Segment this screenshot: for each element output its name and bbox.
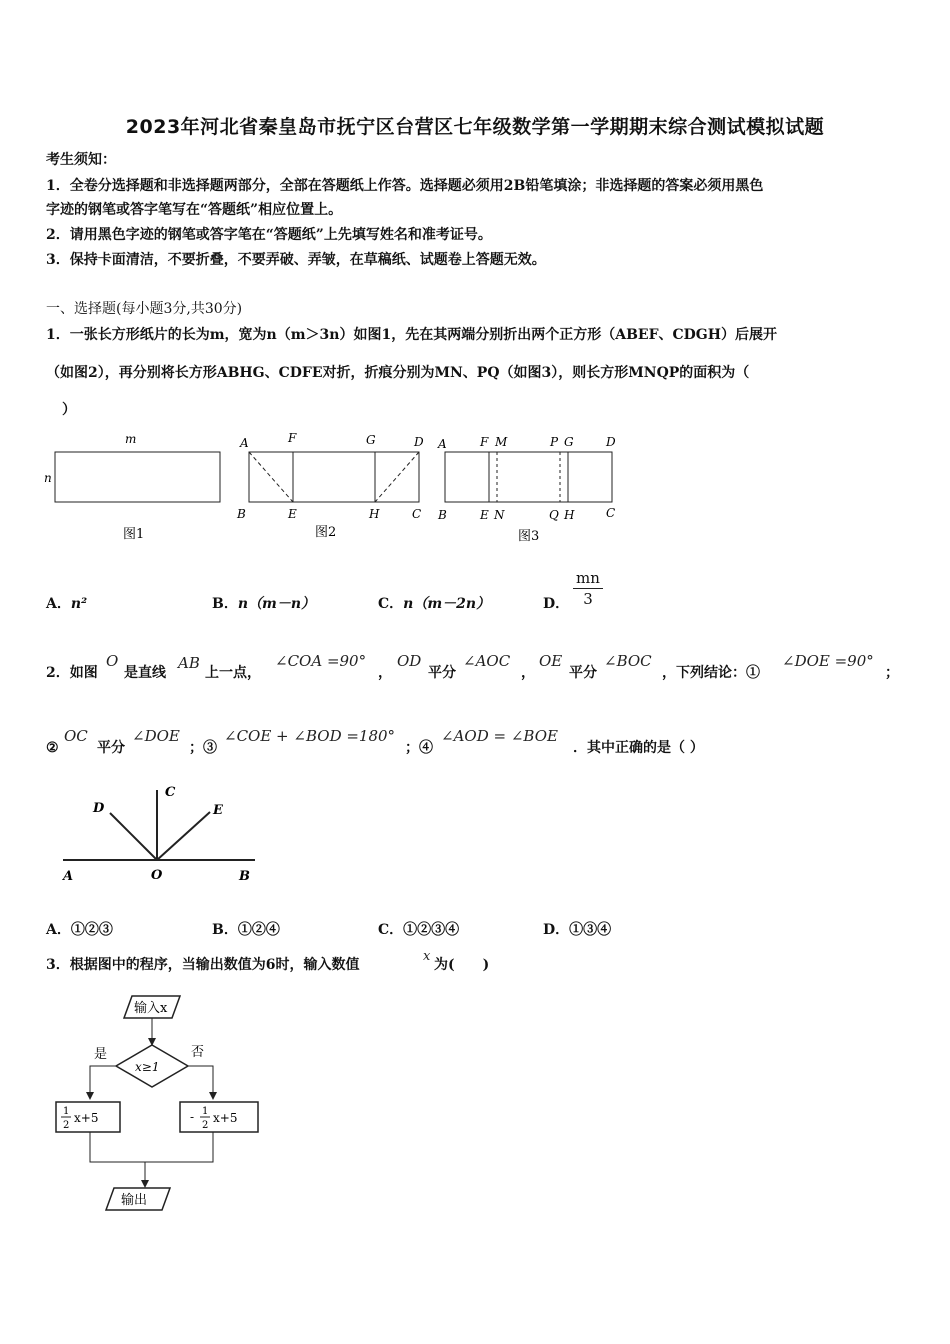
- q2-part: 2．如图: [46, 665, 98, 681]
- fig3-label-E: E: [480, 508, 489, 522]
- q2-label-D: D: [93, 801, 105, 816]
- option-label: C．: [378, 922, 404, 938]
- q3-flowchart: [50, 990, 270, 1220]
- flow-input: 输入x: [134, 1001, 168, 1016]
- flow-left-num: 1: [63, 1106, 70, 1117]
- option-text: ①②④: [237, 922, 280, 938]
- q1-text: （如图2），再分别将长方形ABHG、CDFE对折，折痕分别为MN、PQ（如图3），则长方形MNQP的面积为（: [46, 365, 750, 381]
- q2-label-C: C: [165, 785, 176, 800]
- flow-left-box: x+5: [74, 1111, 99, 1125]
- q1-figures: [40, 430, 640, 550]
- q1-option-d-fraction: [573, 568, 603, 609]
- notice-item: 2．请用黑色字迹的钢笔或答字笔在“答题纸”上先填写姓名和准考证号。: [46, 227, 492, 243]
- fig3-label-B: B: [438, 508, 447, 522]
- q2-part: ；④: [405, 740, 433, 756]
- notice-item: 1．全卷分选择题和非选择题两部分，全部在答题纸上作答。选择题必须用2B铅笔填涂；非选择题的答案必须用黑色: [46, 178, 764, 194]
- q2-label-O: O: [151, 868, 163, 883]
- fig3-label-C: C: [606, 506, 616, 520]
- fig1-caption: 图1: [123, 527, 145, 542]
- q2-part: ；: [885, 665, 899, 681]
- q1-option-b[interactable]: [212, 593, 315, 613]
- option-label: C．: [378, 596, 404, 612]
- q3-part: 为( ): [434, 957, 490, 973]
- q1-text: 1．一张长方形纸片的长为m，宽为n（m＞3n）如图1，先在其两端分别折出两个正方形（ABEF、CDGH）后展开: [46, 327, 777, 343]
- fig2-label-B: B: [237, 507, 246, 521]
- fig3-label-A: A: [438, 437, 447, 451]
- q1-fig2: [236, 431, 424, 540]
- option-text: n²: [70, 596, 88, 612]
- flow-output: 输出: [121, 1193, 148, 1208]
- fraction-numerator: mn: [573, 568, 603, 589]
- fig3-label-Q: Q: [549, 508, 559, 522]
- option-text: ①③④: [569, 922, 612, 938]
- q2-part: 是直线: [124, 665, 166, 681]
- option-label: D．: [543, 596, 570, 612]
- option-label: D．: [543, 922, 570, 938]
- q2-part: ．其中正确的是（ ）: [573, 740, 704, 756]
- option-text: n（m－2n）: [403, 596, 491, 612]
- fig3-label-N: N: [494, 508, 505, 522]
- q2-part: ，: [378, 665, 392, 681]
- q2-label-B: B: [239, 869, 250, 884]
- q2-part: 平分: [569, 665, 597, 681]
- q2-part: ，下列结论：①: [662, 665, 760, 681]
- q2-part: 平分: [97, 740, 125, 756]
- flow-right-sign: -: [190, 1110, 195, 1124]
- q3-math: x: [423, 949, 431, 964]
- fig3-label-D: D: [606, 435, 616, 449]
- option-text: ①②③: [70, 922, 113, 938]
- q2-math: OC: [64, 727, 88, 745]
- q2-math: ∠COA =90°: [275, 652, 367, 670]
- q3-part: 3．根据图中的程序，当输出数值为6时，输入数值: [46, 957, 360, 973]
- notice-item: 字迹的钢笔或答字笔写在“答题纸”相应位置上。: [46, 202, 343, 218]
- q2-math: ∠BOC: [604, 652, 652, 670]
- q2-option-a[interactable]: [46, 919, 113, 939]
- q2-math: ∠AOD = ∠BOE: [441, 727, 558, 745]
- fig1-label-m: m: [125, 432, 137, 446]
- q2-math: ∠COE + ∠BOD =180°: [224, 727, 396, 745]
- q2-part: ②: [46, 740, 59, 756]
- fig3-label-P: P: [550, 435, 559, 449]
- q2-part: ，: [521, 665, 535, 681]
- q1-fig1: [44, 432, 220, 542]
- flow-right-box: x+5: [213, 1111, 238, 1125]
- q2-part: 上一点，: [205, 665, 261, 681]
- q2-math: AB: [178, 654, 200, 672]
- fig2-label-A: A: [240, 436, 249, 450]
- q2-part: 平分: [428, 665, 456, 681]
- q2-option-c[interactable]: [378, 919, 459, 939]
- option-label: B．: [212, 922, 238, 938]
- option-label: B．: [212, 596, 238, 612]
- section-heading: 一、选择题(每小题3分,共30分): [46, 301, 243, 317]
- q2-label-E: E: [213, 803, 223, 818]
- q2-math: OD: [397, 652, 422, 670]
- flow-right-den: 2: [202, 1120, 209, 1131]
- fig2-label-C: C: [412, 507, 422, 521]
- q1-option-d[interactable]: [543, 593, 569, 613]
- option-text: ①②③④: [403, 922, 460, 938]
- q2-option-d[interactable]: [543, 919, 611, 939]
- fig2-label-F: F: [288, 431, 297, 445]
- q2-math: OE: [539, 652, 563, 670]
- fig1-label-n: n: [44, 471, 52, 485]
- fraction-denominator: 3: [583, 590, 593, 608]
- fig2-label-G: G: [366, 433, 376, 447]
- q2-math: ∠DOE: [132, 727, 180, 745]
- flow-condition: x≥1: [135, 1060, 160, 1074]
- q2-option-b[interactable]: [212, 919, 280, 939]
- flow-no: 否: [191, 1045, 205, 1060]
- q2-label-A: A: [63, 869, 74, 884]
- q2-figure: [55, 780, 265, 890]
- fig2-caption: 图2: [315, 525, 337, 540]
- option-label: A．: [46, 596, 71, 612]
- q2-math: O: [106, 652, 119, 670]
- page-title: 2023年河北省秦皇岛市抚宁区台营区七年级数学第一学期期末综合测试模拟试题: [125, 116, 825, 138]
- fig3-label-F: F: [480, 435, 489, 449]
- fig3-label-G: G: [564, 435, 574, 449]
- flow-left-den: 2: [63, 1120, 70, 1131]
- fig3-label-M: M: [495, 435, 508, 449]
- fig2-label-D: D: [414, 435, 424, 449]
- q1-option-a[interactable]: [46, 593, 87, 613]
- q1-text: ）: [62, 402, 76, 418]
- fig2-label-E: E: [288, 507, 297, 521]
- notice-heading: 考生须知：: [46, 152, 116, 168]
- fig3-caption: 图3: [518, 529, 540, 544]
- q2-math: ∠AOC: [463, 652, 511, 670]
- fig3-label-H: H: [564, 508, 575, 522]
- option-label: A．: [46, 922, 71, 938]
- q2-math: ∠DOE =90°: [782, 652, 874, 670]
- q1-fig3: [437, 435, 616, 544]
- q1-option-c[interactable]: [378, 593, 490, 613]
- flow-yes: 是: [94, 1047, 108, 1062]
- fig2-label-H: H: [369, 507, 380, 521]
- flow-right-num: 1: [202, 1106, 209, 1117]
- notice-item: 3．保持卡面清洁，不要折叠，不要弄破、弄皱，在草稿纸、试题卷上答题无效。: [46, 252, 546, 268]
- option-text: n（m－n）: [237, 596, 316, 612]
- q2-part: ；③: [189, 740, 217, 756]
